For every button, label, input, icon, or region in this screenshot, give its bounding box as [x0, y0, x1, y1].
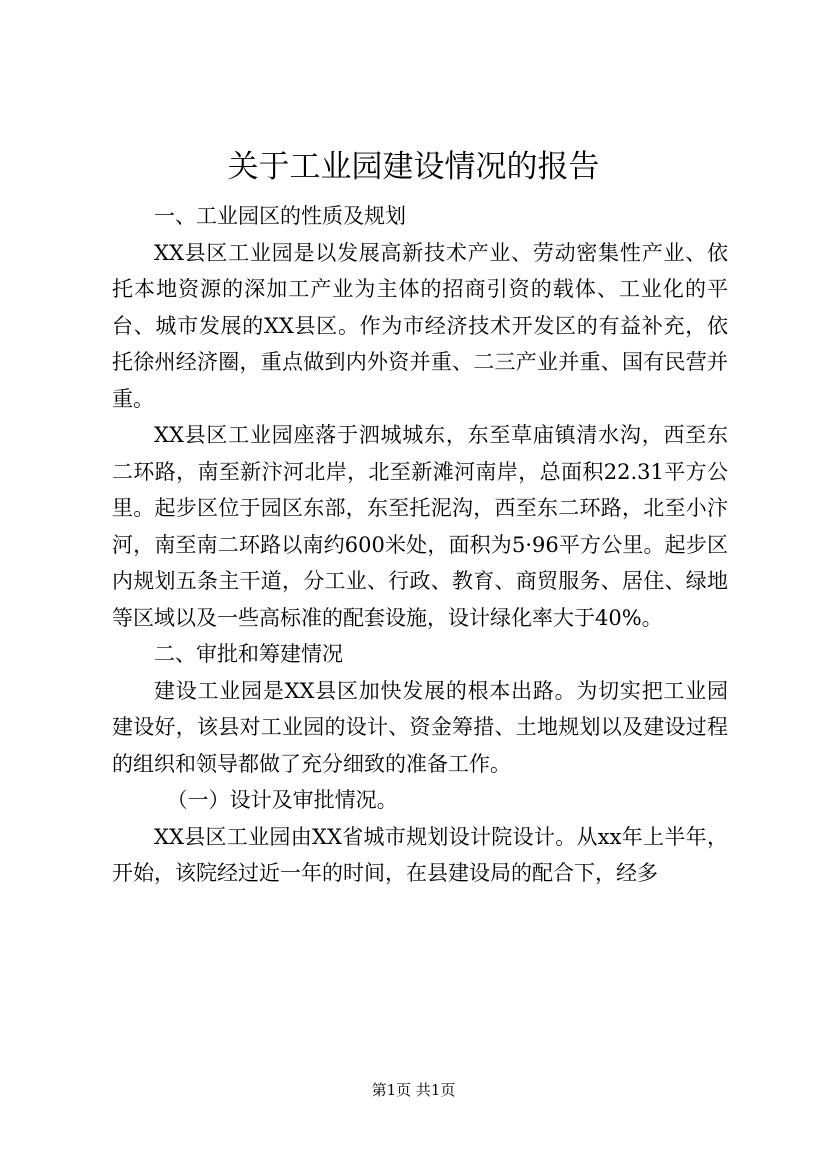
document-body [112, 198, 728, 892]
section-heading-2: 二、审批和筹建情况 [154, 642, 343, 666]
document-title: 关于工业园建设情况的报告 [227, 149, 600, 185]
paragraph-approval: 建设工业园是XX县区加快发展的根本出路。为切实把工业园建设好，该县对工业园的设计、资金筹措、土地规划以及建设过程的组织和领导都做了充分细致的准备工作。 [112, 678, 728, 776]
paragraph-nature: XX县区工业园是以发展高新技术产业、劳动密集性产业、依托本地资源的深加工产业为主体的招商引资的载体、工业化的平台、城市发展的XX县区。作为市经济技术开发区的有益补充，依托徐州经济圈，重点做到内外资并重、二三产业并重、国有民营并重。 [112, 240, 728, 411]
page-footer: 第1页 共1页 [371, 1081, 456, 1099]
subsection-heading-1: （一）设计及审批情况。 [166, 788, 398, 812]
paragraph-location: XX县区工业园座落于泗城城东，东至草庙镇清水沟，西至东二环路，南至新汴河北岸，北至新滩河南岸，总面积22.31平方公里。起步区位于园区东部，东至托泥沟，西至东二环路，北至小汴河，南至南二环路以南约600米处，面积为5·96平方公里。起步区内规划五条主干道，分工业、行政、教育、商贸服务、居住、绿地等区域以及一些高标准的配套设施，设计绿化率大于40%。 [112, 423, 728, 630]
paragraph-design: XX县区工业园由XX省城市规划设计院设计。从xx年上半年，开始，该院经过近一年的时间，在县建设局的配合下，经多 [112, 824, 728, 885]
section-heading-1: 一、工业园区的性质及规划 [154, 204, 406, 228]
